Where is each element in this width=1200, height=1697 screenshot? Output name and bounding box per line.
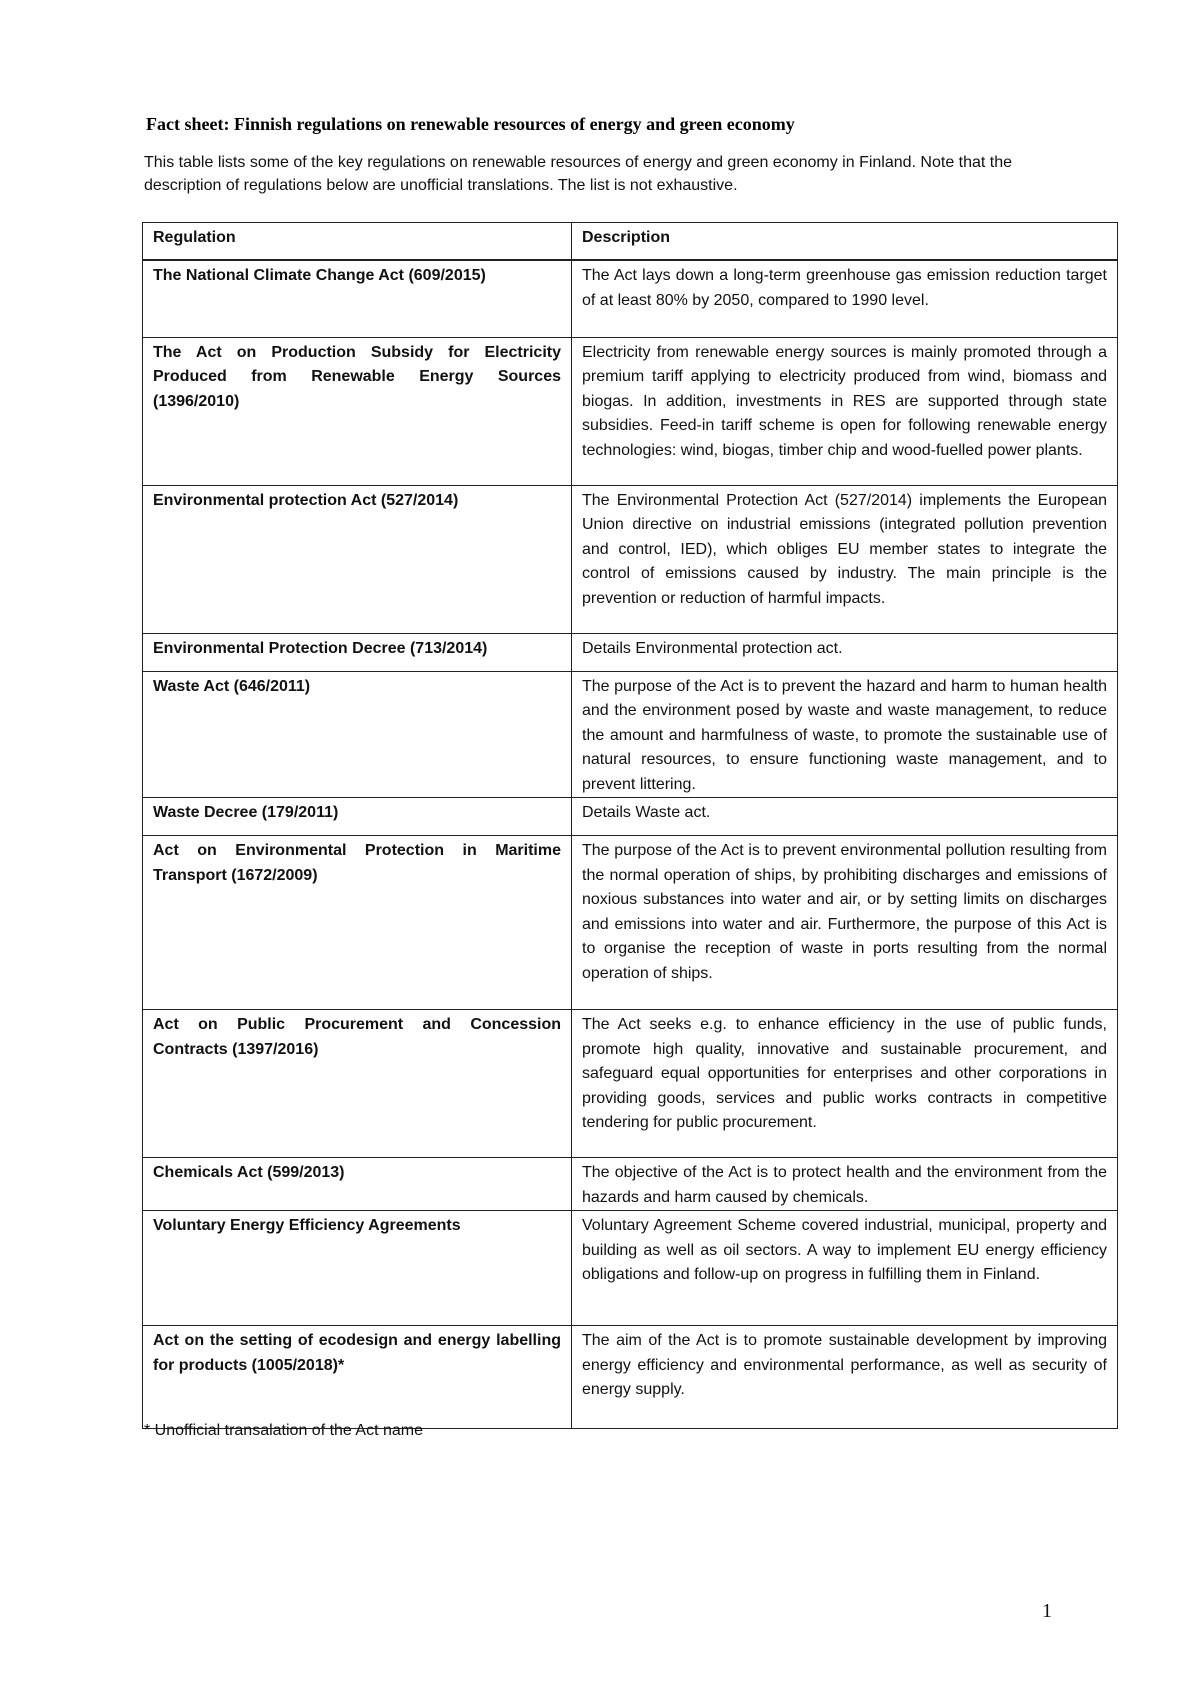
regulation-description: The purpose of the Act is to prevent the hazard and harm to human health and the environment posed by waste and waste management, to reduce the amount and harmfulness of waste, to promote the sustainable use of natural resources, to ensure functioning waste management, and to prevent littering. (572, 671, 1118, 798)
table-row (143, 260, 1118, 337)
table-row (143, 836, 1118, 1010)
column-header-description: Description (572, 223, 1118, 261)
regulation-description: The aim of the Act is to promote sustainable development by improving energy efficiency and environmental performance, as well as security of energy supply. (572, 1326, 1118, 1429)
regulation-description: Electricity from renewable energy sources is mainly promoted through a premium tariff applying to electricity produced from wind, biomass and biogas. In addition, investments in RES are supported through state subsidies. Feed-in tariff scheme is open for following renewable energy technologies: wind, biogas, timber chip and wood-fuelled power plants. (572, 337, 1118, 485)
regulation-name: Waste Decree (179/2011) (143, 798, 572, 836)
regulation-name: Voluntary Energy Efficiency Agreements (143, 1211, 572, 1326)
footnote: * Unofficial transalation of the Act name (144, 1422, 423, 1439)
regulation-description: Details Environmental protection act. (572, 633, 1118, 671)
regulation-description: The Environmental Protection Act (527/2014) implements the European Union directive on industrial emissions (integrated pollution prevention and control, IED), which obliges EU member states to integrate the control of emissions caused by industry. The main principle is the prevention or reduction of harmful impacts. (572, 485, 1118, 633)
regulation-name: Act on Public Procurement and Concession Contracts (1397/2016) (143, 1010, 572, 1158)
table-row (143, 798, 1118, 836)
regulations-table (142, 222, 1118, 1429)
regulation-name: Environmental Protection Decree (713/2014) (143, 633, 572, 671)
table-row (143, 1158, 1118, 1211)
regulation-description: Details Waste act. (572, 798, 1118, 836)
regulation-name: Chemicals Act (599/2013) (143, 1158, 572, 1211)
column-header-regulation: Regulation (143, 223, 572, 261)
regulation-name: Waste Act (646/2011) (143, 671, 572, 798)
table-row (143, 633, 1118, 671)
table-header-row (143, 223, 1118, 261)
regulation-description: Voluntary Agreement Scheme covered industrial, municipal, property and building as well as oil sectors. A way to implement EU energy efficiency obligations and follow-up on progress in fulfilling them in Finland. (572, 1211, 1118, 1326)
table-row (143, 485, 1118, 633)
regulation-name: The Act on Production Subsidy for Electricity Produced from Renewable Energy Sources (1396/2010) (143, 337, 572, 485)
table-row (143, 1211, 1118, 1326)
table-row (143, 1010, 1118, 1158)
regulation-name: Act on the setting of ecodesign and energy labelling for products (1005/2018)* (143, 1326, 572, 1429)
regulation-description: The Act lays down a long-term greenhouse gas emission reduction target of at least 80% by 2050, compared to 1990 level. (572, 260, 1118, 337)
regulation-description: The purpose of the Act is to prevent environmental pollution resulting from the normal operation of ships, by prohibiting discharges and emissions of noxious substances into water and air, or by setting limits on discharges and emissions into water and air. Furthermore, the purpose of this Act is to organise the reception of waste in ports resulting from the normal operation of ships. (572, 836, 1118, 1010)
regulation-name: The National Climate Change Act (609/2015) (143, 260, 572, 337)
table-row (143, 671, 1118, 798)
page-number: 1 (1042, 1600, 1052, 1622)
regulation-description: The objective of the Act is to protect health and the environment from the hazards and harm caused by chemicals. (572, 1158, 1118, 1211)
regulation-name: Environmental protection Act (527/2014) (143, 485, 572, 633)
table-row (143, 337, 1118, 485)
regulation-name: Act on Environmental Protection in Maritime Transport (1672/2009) (143, 836, 572, 1010)
table-row (143, 1326, 1118, 1429)
intro-paragraph: This table lists some of the key regulations on renewable resources of energy and green economy in Finland. Note that the description of regulations below are unofficial translations. The list is not exhaustive. (144, 154, 1013, 194)
document-title: Fact sheet: Finnish regulations on renewable resources of energy and green economy (146, 114, 795, 134)
regulation-description: The Act seeks e.g. to enhance efficiency in the use of public funds, promote high quality, innovative and sustainable procurement, and safeguard equal opportunities for enterprises and other corporations in providing goods, services and public works contracts in competitive tendering for public procurement. (572, 1010, 1118, 1158)
